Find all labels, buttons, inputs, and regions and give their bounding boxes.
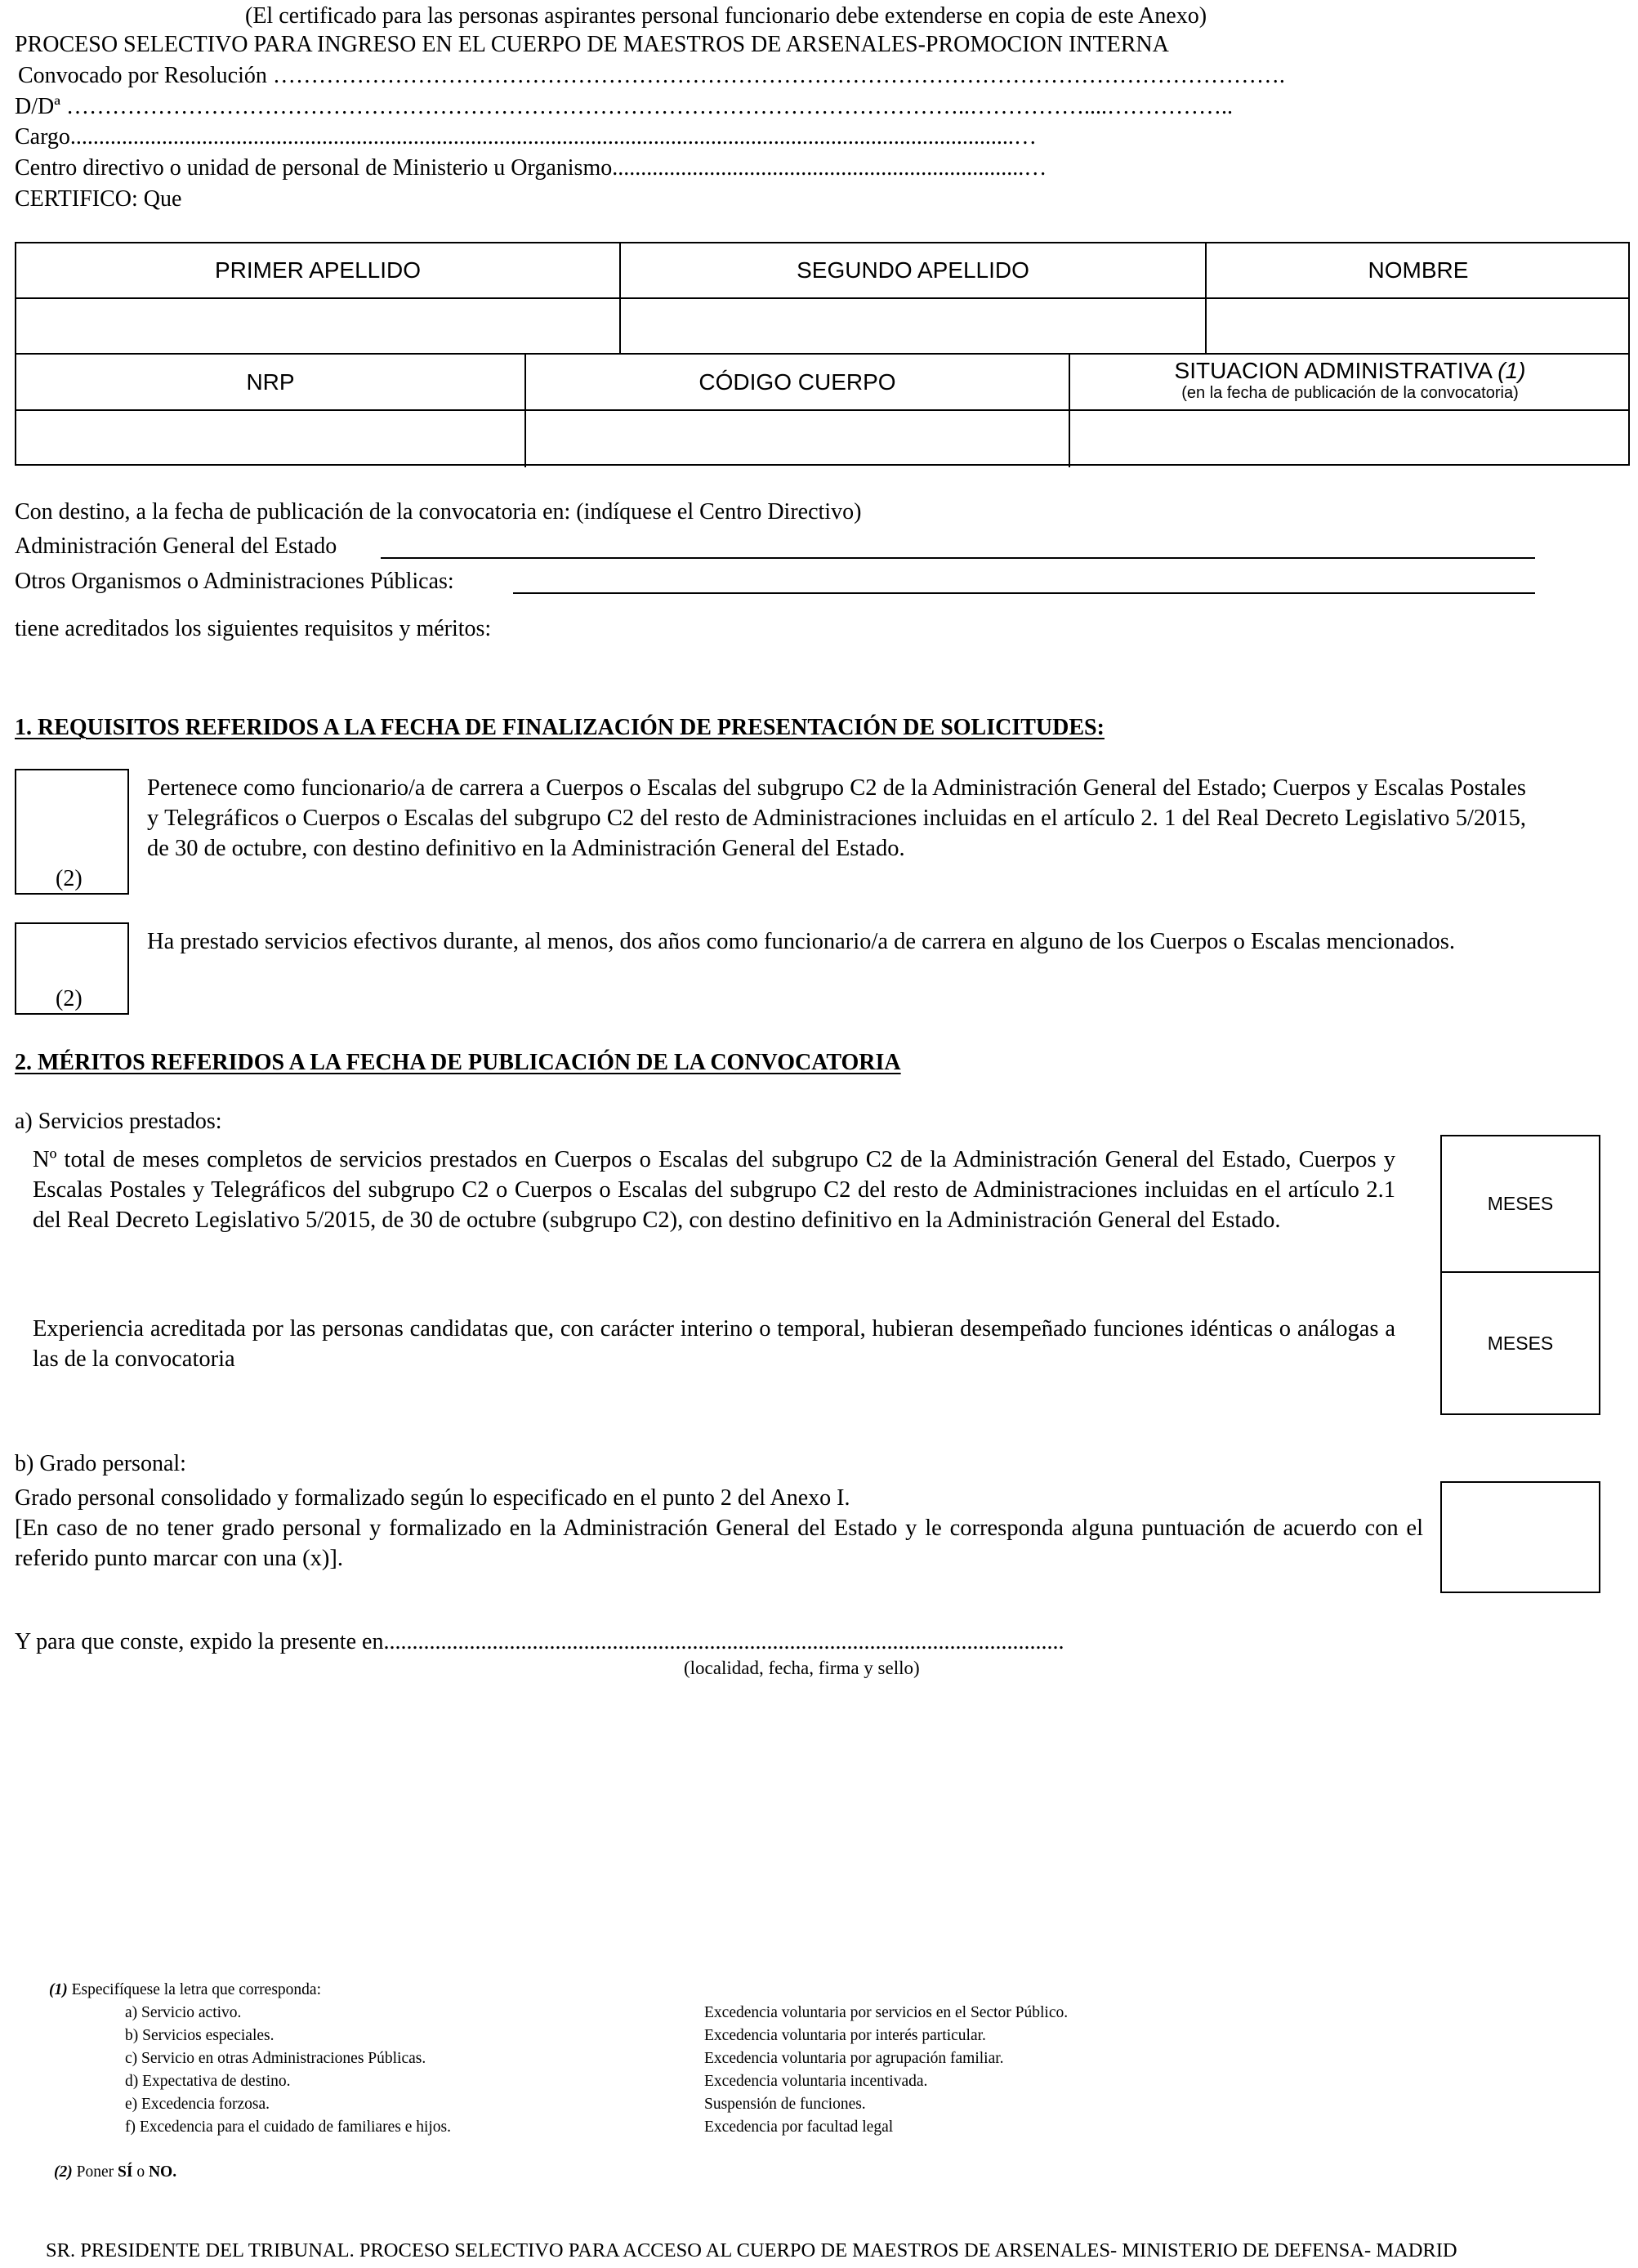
age-label: Administración General del Estado [15,534,337,559]
codigo-cuerpo-header: CÓDIGO CUERPO [698,368,896,395]
footnote-right-item: Excedencia voluntaria por interés particular. [704,2027,986,2044]
footnote-right-item: Excedencia por facultad legal [704,2118,894,2136]
footnote-1-label: Especifíquese la letra que corresponda: [67,1981,321,1998]
footnote-left-item: e) Excedencia forzosa. [125,2096,270,2113]
nombre-header: NOMBRE [1368,257,1469,283]
nrp-header: NRP [246,368,295,395]
identification-table [15,242,1630,466]
requisito1-checkbox[interactable] [15,769,129,895]
meses-c2-text: Nº total de meses completos de servicios prestados en Cuerpos o Escalas del subgrupo C2 de la Administración General del Estado, Cuerpos y Escalas Postales y Telegráficos del subgrupo C2 o Cuerpos o Escalas del subgrupo C2 del resto de Administraciones incluidas en el artículo 2.1 del Real Decreto Legislativo 5/2015, de 30 de octubre (subgrupo C2), con destino definitivo en la Administración General del Estado. [33,1147,1395,1233]
footnote-2-ref: (2) [54,2163,73,2181]
grado-personal-label: b) Grado personal: [15,1451,186,1476]
cargo-field[interactable]: Cargo.....................................................................................................................................................................… [15,124,1037,150]
footnote-left-item: a) Servicio activo. [125,2004,242,2021]
segundo-apellido-input[interactable] [621,299,1205,353]
footnote-1-title [49,1979,321,2002]
centro-field[interactable]: Centro directivo o unidad de personal de Ministerio u Organismo........................................................................… [15,155,1047,181]
nrp-input[interactable] [16,411,524,466]
requisito1-mark: (2) [56,866,83,891]
otros-organismos-label: Otros Organismos o Administraciones Públicas: [15,569,454,594]
footnote-left-item: c) Servicio en otras Administraciones Públicas. [125,2050,426,2067]
age-input-line[interactable] [381,557,1535,559]
footnote-right-item: Suspensión de funciones. [704,2096,866,2113]
section2-heading: 2. MÉRITOS REFERIDOS A LA FECHA DE PUBLICACIÓN DE LA CONVOCATORIA [15,1050,901,1075]
footnote-2 [54,2161,176,2184]
nombre-input[interactable] [1207,299,1630,353]
footnote-left-item: d) Expectativa de destino. [125,2073,291,2090]
situacion-note: (en la fecha de publicación de la convocatoria) [1181,384,1519,402]
meses-c2-box[interactable]: MESES [1487,1193,1554,1214]
certifico-label: CERTIFICO: Que [15,186,182,212]
situacion-ref: (1) [1497,358,1526,383]
expido-line[interactable]: Y para que conste, expido la presente en....................................................................................................................... [15,1629,1064,1654]
footnote-2-no: NO. [148,2163,177,2181]
footnote-2-mid: o [132,2163,149,2181]
footnote-left-item: b) Servicios especiales. [125,2027,274,2044]
situacion-label: SITUACION ADMINISTRATIVA [1174,358,1492,383]
requisito1-text: Pertenece como funcionario/a de carrera a Cuerpos o Escalas del subgrupo C2 de la Administración General del Estado; Cuerpos y Escalas Postales y Telegráficos o Cuerpos o Escalas del subgrupo C2 del resto de Administraciones incluidas en el artículo 2. 1 del Real Decreto Legislativo 5/2015, de 30 de octubre, con destino definitivo en la Administración General del Estado. [147,775,1526,861]
situacion-header [1070,355,1630,409]
primer-apellido-input[interactable] [16,299,619,353]
otros-organismos-input-line[interactable] [513,592,1535,594]
requisito2-text: Ha prestado servicios efectivos durante, al menos, dos años como funcionario/a de carrera en alguno de los Cuerpos o Escalas mencionados. [147,929,1456,954]
footnote-left-item: f) Excedencia para el cuidado de familiares e hijos. [125,2118,452,2136]
footnote-right-item: Excedencia voluntaria incentivada. [704,2073,928,2090]
grado-line2: [En caso de no tener grado personal y formalizado en la Administración General del Estado y le corresponda alguna puntuación de acuerdo con el referido punto marcar con una (x)]. [15,1516,1423,1571]
footnote-2-si: SÍ [118,2163,133,2181]
grado-line1: Grado personal consolidado y formalizado según lo especificado en el punto 2 del Anexo I. [15,1485,850,1511]
grado-checkbox[interactable] [1440,1481,1600,1593]
header-note: (El certificado para las personas aspirantes personal funcionario debe extenderse en copia de este Anexo) [245,3,1207,29]
footnote-left-list [125,2002,451,2139]
footnote-1-ref: (1) [49,1981,68,1998]
page-footer: SR. PRESIDENTE DEL TRIBUNAL. PROCESO SELECTIVO PARA ACCESO AL CUERPO DE MAESTROS DE ARSENALES- MINISTERIO DE DEFENSA- MADRID [46,2239,1457,2261]
requisito2-checkbox[interactable] [15,922,129,1015]
convocado-field[interactable]: Convocado por Resolución ……………………………………………………………………………………………………………………. [18,63,1285,88]
footnote-right-list [704,2002,1068,2139]
meses-boxes [1440,1135,1600,1415]
meses-interino-box[interactable]: MESES [1487,1332,1554,1354]
footnote-right-item: Excedencia voluntaria por agrupación familiar. [704,2050,1004,2067]
codigo-cuerpo-input[interactable] [526,411,1069,466]
requisito2-mark: (2) [56,986,83,1011]
meses-interino-text: Experiencia acreditada por las personas candidatas que, con carácter interino o temporal, hubieran desempeñado funciones idénticas o análogas a las de la convocatoria [33,1316,1395,1372]
firma-caption: (localidad, fecha, firma y sello) [684,1658,920,1678]
footnote-2-text: Poner [72,2163,118,2181]
acreditados-label: tiene acreditados los siguientes requisitos y méritos: [15,616,492,641]
section1-heading: 1. REQUISITOS REFERIDOS A LA FECHA DE FINALIZACIÓN DE PRESENTACIÓN DE SOLICITUDES: [15,715,1105,740]
footnote-right-item: Excedencia voluntaria por servicios en el Sector Público. [704,2004,1069,2021]
primer-apellido-header: PRIMER APELLIDO [214,257,422,283]
destino-intro: Con destino, a la fecha de publicación de la convocatoria en: (indíquese el Centro Directivo) [15,499,862,525]
form-title: PROCESO SELECTIVO PARA INGRESO EN EL CUERPO DE MAESTROS DE ARSENALES-PROMOCION INTERNA [15,32,1169,57]
dd-field[interactable]: D/Dª ………………………………………………………………………………………………………..……………....…………….. [15,94,1233,119]
segundo-apellido-header: SEGUNDO APELLIDO [797,257,1029,283]
situacion-input[interactable] [1070,411,1630,466]
servicios-prestados-label: a) Servicios prestados: [15,1109,222,1134]
